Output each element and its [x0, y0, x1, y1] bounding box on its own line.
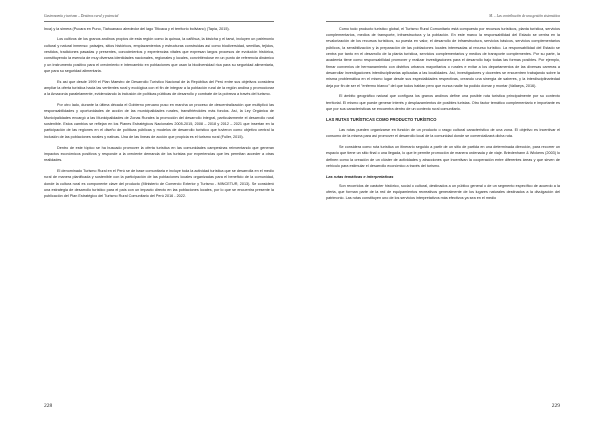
right-page: [300, 0, 600, 424]
paragraph: El ámbito geográfico natural que configura los granos andinos define una posible ruta turística principalmente por su contexto territorial. El mismo que puede generar interés y desplazamientos de posibles turistas. Otro factor temático complementario e importante es que por sus características se encuentra dentro de un contexto rural comunitario.: [326, 94, 560, 112]
paragraph: Las rutas pueden organizarse en función de un producto o rasgo cultural característico de una zona. El objetivo es incentivar el consumo de la misma para así promover el desarrollo local de la comunidad donde se comercializará dicha ruta.: [326, 127, 560, 139]
left-running-header: Gastronomía y turismo – Destinos rural y potencial: [44, 14, 274, 22]
paragraph: Como todo producto turístico global, el Turismo Rural Comunitario está compuesto por recursos turísticos, planta turística, servicios complementarios, medios de transporte, infraestructura y la población. En este marco la responsabilidad del Estado se centra en la revalorización de los recursos turísticos, su puesta en valor, el desarrollo de infraestructura, servicios básicos, servicios complementarios públicos, la sensibilización y la preparación de las poblaciones locales interesadas al recurso turístico. La responsabilidad del Estado se centra por tanto en el desarrollo de la planta turística, servicios complementarios y medios de transporte complementes. Por su parte, la academia tiene como responsabilidad promover y realizar investigaciones para el desarrollo bajo todas las formas posibles. Por ejemplo, firmar convenios de hermanamiento con distritos urbanos mayoritarios o rurales e evitar a los departamentos de las diversas carreras a desarrollar investigaciones interdisciplinarias aplicadas a las localidades. Así, investigadores y docentes se encuentren trabajando sobre la misma problemática en el mismo lugar desde sus especialidades respectivas, creando una sinergia de saberes, y la interdisciplinariedad deja por fin de ser el "enfermo blanco" del que todos hablan pero que nunca nadie ha podido domar y montar (Vallaeys, 2016).: [326, 26, 560, 88]
left-page-number: 228: [44, 403, 53, 409]
paragraph: Son recorridos de carácter histórico, social o cultural, destinados a un público general o de un segmento específico de acuerdo a la oferta, que forman parte de la red de equipamientos recreativos generalmente de los lugares naturales destinados a la divulgación del patrimonio. Las rutas constituyen uno de los servicios interpretativos más efectivos ya sea en el medio: [326, 183, 560, 201]
right-page-number: 229: [551, 403, 560, 409]
paragraph: Inca) y la simera (Pucara en Puno, Tiahuanaco alrededor del lago Titicaca y el territorio boliviano) (Tapia, 2015).: [44, 26, 230, 31]
paragraph: El denominado Turismo Rural en el Perú se de base comunitaria e incluye toda la actividad turística que se desarrolla en el medio rural de manera planificada y sostenible con la participación de las poblaciones locales organizadas para el beneficio de la comunidad, donde la cultura rural es componente clave del producto (Ministerio de Comercio Exterior y Turismo - MINCETUR, 2013). Se consideró una estrategia de desarrollo turístico para el país con un impacto directo en las poblaciones locales, por lo que se encuentra presente la publicación del Plan Estratégico del Turismo Rural Comunitario del Perú 2016 - 2022.: [44, 168, 274, 199]
subsection-heading: Las rutas temáticas e interpretativas: [326, 173, 394, 179]
paragraph: Por otro lado, durante la última década el Gobierno peruano puso en marcha un proceso de descentralización que multiplicó las responsabilidades y oportunidades de acción de las municipalidades rurales, transfiriéndoles más fondos. Así, la Ley Orgánica de Municipalidades encargó a las Municipalidades de Zonas Rurales la promoción del desarrollo integral, particularmente el desarrollo rural sostenible. Estos cambios se reflejan en los Planes Estratégicos Nacionales 2005-2015, 2008 – 2018 y 2012 – 2021 que insertan en la participación de las regiones en el diseño de políticas públicas y modelos de desarrollo turístico que tuvieron como objetivo central la inclusión de las poblaciones rurales y nativas. Una de las líneas de acción que propicia es el turismo rural (Fuller, 2015).: [44, 103, 274, 139]
left-page-body: [44, 26, 274, 200]
paragraph: Se considera como ruta turística un itinerario seguido a partir de un sitio de partida en una determinada dirección, para recorrer un espacio que tiene un sitio final o una llegada, lo que le permite promoción de manera ordenada y de viaje. Briedenhann & Wickens (2003) lo definen como la creación de un clúster de actividades y atracciones que incentivan la cooperación entre diferentes áreas y que sirven de vehículo para estimular el desarrollo económico a través del turismo.: [326, 144, 560, 168]
right-page-body: [326, 26, 560, 202]
paragraph: Los cultivos de los granos andinos propios de esta región como la quinua, la cañihua, la kiwicha y el tarwi, incluyen un patrimonio cultural y natural inmenso: paisajes, sitios históricos, emplazamientos y estructuras construidas así como biodiversidad, semillas, tejidos, vestidos, tradiciones pasadas y presentes, conocimientos y experiencias vitales que expresan largos procesos de evolución histórica, constituyendo la esencia de muy diversas identidades nacionales, regionales y locales, convirtiéndose en un punto de referencia dinámico y un instrumento positivo para el crecimiento e intercambio en poblaciones que usan la biodiversidad rica para su seguridad alimentaria, que para su seguridad alimentaria.: [44, 37, 274, 73]
section-heading: LAS RUTAS TURÍSTICAS COMO PRODUCTO TURÍSTICO: [326, 116, 437, 122]
paragraph: Es así que desde 1999 el Plan Maestro de Desarrollo Turístico Nacional de la República del Perú entre sus objetivos considera ampliar la oferta turística hacia las vertientes rural y ecológica con el fin de integrar a la población rural de la región andina y promocionar a la Amazonía paralelamente, evidenciando la inclusión de políticas públicas de desarrollo y combate de la pobreza a través del turismo.: [44, 79, 274, 97]
paragraph: Dentro de este tópico se ha buscado promover la oferta turística en las comunidades campesinas reinventando que generan impactos económicos positivos y responde a la creciente demanda de los turistas por experiencias que les permitan acceder a otras realidades.: [44, 145, 274, 163]
right-running-header: M. – Las contribución de una gestión sistemática: [326, 14, 560, 22]
